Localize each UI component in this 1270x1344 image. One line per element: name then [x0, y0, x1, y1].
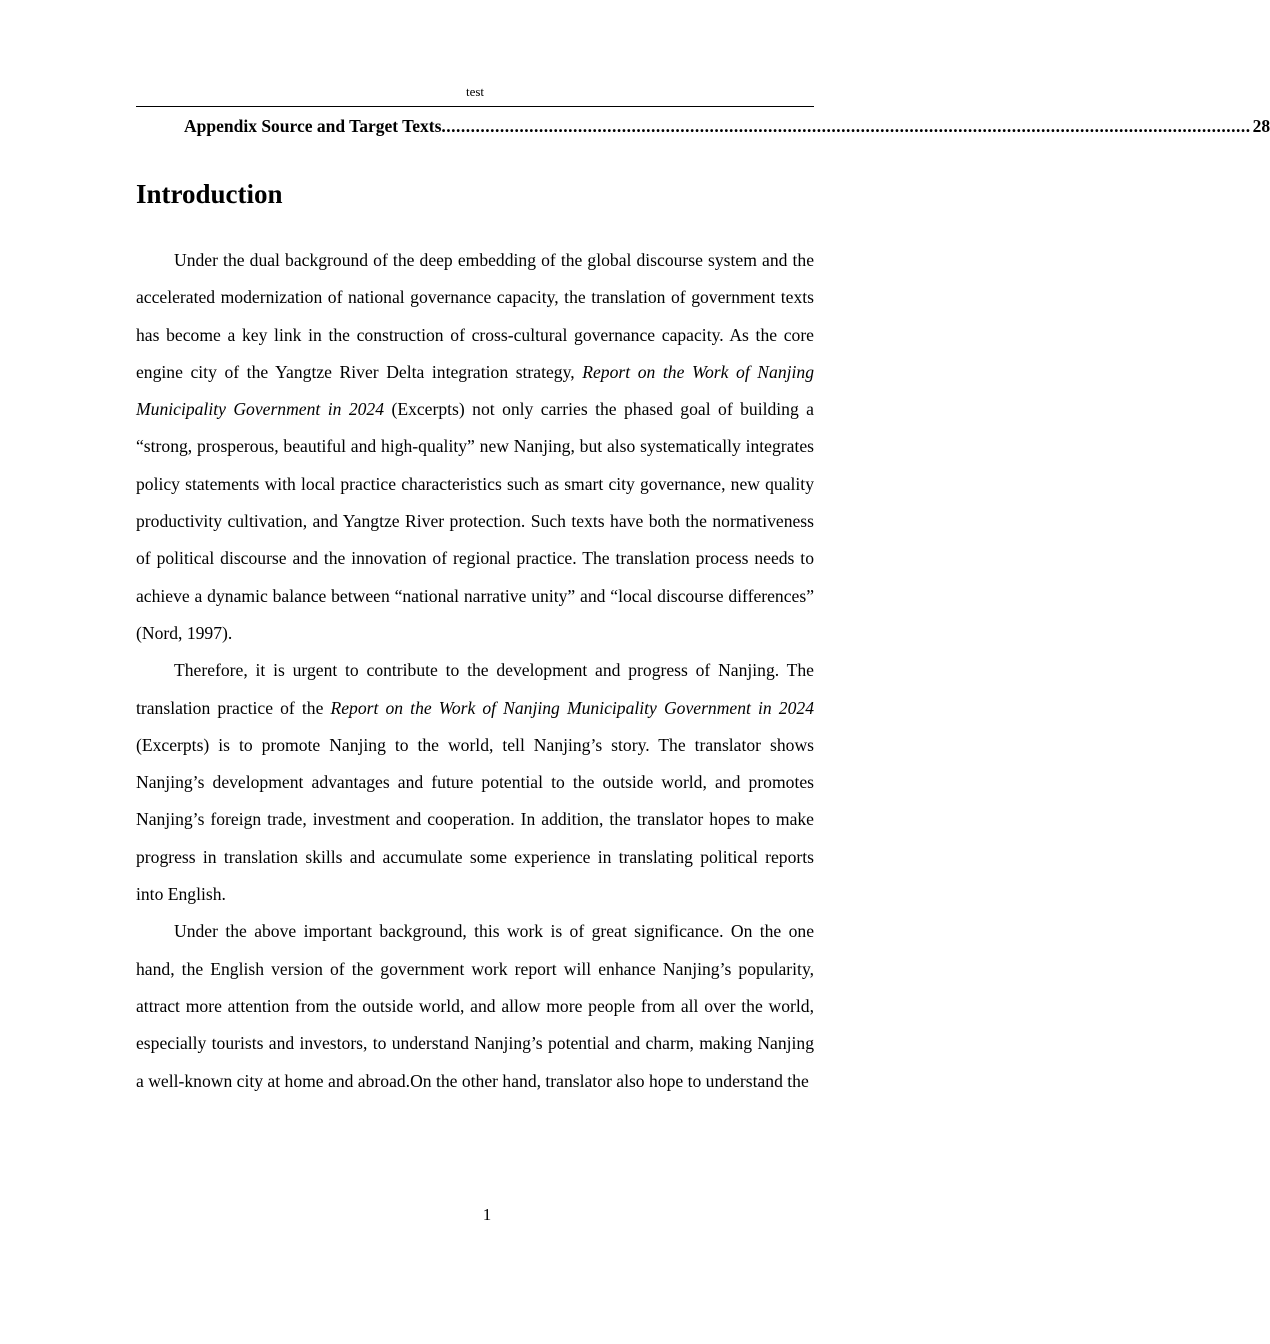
paragraph-2 [136, 652, 814, 913]
section-heading: Introduction [136, 179, 283, 209]
toc-leader-dots: ...................................................................................................................................................................... [441, 116, 1251, 136]
paragraph-2-text-b: (Excerpts) is to promote Nanjing to the world, tell Nanjing’s story. The translator shows Nanjing’s development advantages and future potential to the outside world, and promotes Nanjing’s foreign trade, investment and cooperation. In addition, the translator hopes to make progress in translation skills and accumulate some experience in translating political reports into English. [136, 734, 814, 905]
paragraph-1-report-title: Report on the Work of Nanjing Municipality Government in 2024 [136, 361, 814, 420]
page-number: 1 [482, 1205, 492, 1224]
header-text: test [465, 84, 485, 99]
toc-entry-appendix[interactable] [184, 114, 1270, 138]
body-text [136, 242, 814, 1100]
toc-page-number: 28 [1252, 116, 1270, 136]
toc-entry-title: Appendix Source and Target Texts [184, 116, 442, 136]
paragraph-2-text-a: Therefore, it is urgent to contribute to the development and progress of Nanjing. The translation practice of the [136, 660, 814, 718]
paragraph-1 [136, 242, 814, 652]
paragraph-1-text-b: (Excerpts) not only carries the phased goal of building a “strong, prosperous, beautiful and high-quality” new Nanjing, but also systematically integrates policy statements with local practice characteristics such as smart city governance, new quality productivity cultivation, and Yangtze River protection. Such texts have both the normativeness of political discourse and the innovation of regional practice. The translation process needs to achieve a dynamic balance between “national narrative unity” and “local discourse differences” (Nord, 1997). [136, 399, 814, 643]
paragraph-1-text-a: Under the dual background of the deep embedding of the global discourse system and the accelerated modernization of national governance capacity, the translation of government texts has become a key link in the construction of cross-cultural governance capacity. As the core engine city of the Yangtze River Delta integration strategy, [136, 250, 814, 382]
page-header [136, 84, 814, 107]
paragraph-2-report-title: Report on the Work of Nanjing Municipality Government in 2024 [330, 697, 814, 718]
paragraph-3: Under the above important background, this work is of great significance. On the one hand, the English version of the government work report will enhance Nanjing’s popularity, attract more attention from the outside world, and allow more people from all over the world, especially tourists and investors, to understand Nanjing’s potential and charm, making Nanjing a well-known city at home and abroad.On the other hand, translator also hope to understand the [136, 921, 814, 1091]
